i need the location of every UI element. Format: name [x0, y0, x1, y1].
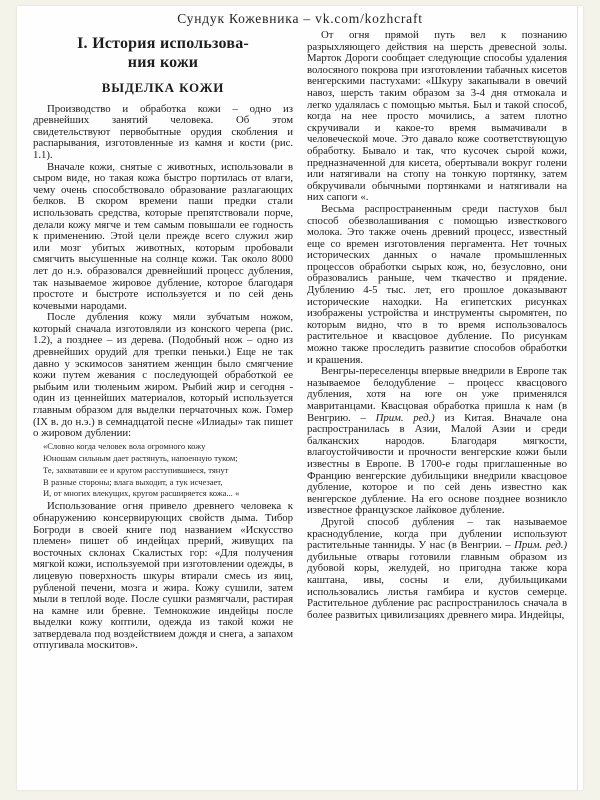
verse-line: И, от многих влекущих, кругом расширяется кожа... «: [43, 488, 240, 499]
paragraph-text: Использование огня привело древнего человека к обнаружению консервирующих свойств дыма. Тибор Богроди в своей книге под названием «Искусство племен» пишет об индейцах прерий, живущих па восточных склонах Скалистых гор: «Для получения мягкой кожи, используемой при изготовлении одежды, в лицевую поверхность шкуры втирали смесь из яиц, рубленой печени, мозга и жира. Кожу сушили, затем мыли в теплой воде. После сушки размягчали, растирая на камне или бревне. Темнокожие индейцы после выделки кожу коптили, одежда из такой кожи не затвердевала под воздействием дождя и снега, а запахом отпугивала москитов».: [33, 500, 293, 652]
verse-line: «Словно когда человек вола огромного кожу: [43, 440, 206, 451]
page-edge-line: [577, 6, 578, 790]
paragraph: [307, 204, 567, 366]
column-right: [307, 30, 567, 652]
chapter-heading-line2: ния кожи: [127, 54, 199, 71]
paragraph: [33, 104, 293, 162]
two-column-layout: [17, 27, 583, 652]
column-left: [33, 30, 293, 652]
verse-quote: [43, 441, 293, 501]
section-heading: ВЫДЕЛКА КОЖИ: [101, 80, 225, 95]
paragraph: [33, 312, 293, 440]
paragraph-text: Весьма распространенным среди пастухов был способ обезволашивания с помощью известкового молока. Это также очень древний процесс, известный еще со времен изготовления пергамента. Нет точных исторических данных о начале промышленных процессов обработки сырых кож, но, безусловно, они образовались раньше, чем ткачество и прядение. Дублению 4-5 тыс. лет, его прошлое доказывают исторические находки. На египетских рисунках изображены устройства и инструменты сыромятен, по которым видно, что в то время использовалось растительное и квасцовое дубление. По рисункам можно также проследить развитие способов обработки и крашения.: [307, 202, 567, 366]
paragraph-text: Венгры-переселенцы впервые внедрили в Европе так называемое белодубление – процесс квасцового дубления, хотя на юге он уже применялся мавританцами. Квасцовая обработка пришла к нам (в Венгрию.: [307, 365, 567, 424]
page-header-title: Сундук Кожевника – vk.com/kozhcraft: [177, 11, 423, 26]
paragraph: [33, 501, 293, 652]
paragraph-text: После дубления кожу мяли зубчатым ножом, который сначала изготовляли из конского черепа (рис. 1.2), а позднее – из дерева. (Подобный нож – одно из древнейших орудий для трепки пеньки.) Еще не так давно у эскимосов занятием женщин было смягчение кожи путем жевания с последующей обработкой ее рыбьим или тюленьим жиром. Рыбий жир и сегодня - один из ценнейших материалов, который используется главным образом для выделки перчаточных кож. Гомер (IX в. до н.э.) в семнадцатой песне «Илиады» так пишет о жировом дублении:: [33, 311, 293, 440]
paragraph: [307, 30, 567, 204]
verse-line: Те, захватавши ее и кругом расступившиеся, тянут: [43, 464, 229, 475]
paragraph-text: из Китая. Вначале она распространилась в Азии, Малой Азии и среди балканских народов. Благодаря мягкости, влагоустойчивости и прочности венгерские кожи были известны в Европе. В 1700-е годы приглашенные во Францию венгерские дубильщики внедрили квасцовое дубление, которое и по сей день известно как венгерское дубление. На его основе позднее возникло известное французское лайковое дубление.: [307, 411, 567, 517]
chapter-heading: [39, 34, 287, 72]
paragraph-text: Другой способ дубления – так называемое краснодубление, когда при дублении используют растительные танниды. У нас (в Венгрии.: [307, 515, 567, 552]
paragraph-text: дубильные отвары готовили главным образом из дубовой коры, желудей, но пригодна также кора каштана, ивы, сосны и ели, дубильщиками использовались листья гамбира и кустов семерце. Растительное дубление рас распространилось сначала в более развитых цивилизациях древнего мира. Индейцы,: [307, 550, 567, 621]
paragraph-text: От огня прямой путь вел к познанию разрыхляющего действия на шерсть древесной золы. Марток Дороги сообщает следующие способы удаления волосяного покрова при изготовлении табачных кисетов венгерскими пастухами: «Шкуру закапывали в овечий навоз, шерсть таким образом за 3-4 дня отмокала и легко удалялась с помощью мытья. Был и такой способ, когда на нее просто мочились, а затем плотно скручивали и какое-то время вымачивали в человеческой моче. Это давало коже соответствующую обработку. Бывало и так, что кусочек сырой кожи, предназначенной для кисета, обертывали вокруг голени или натягивали на стопу на тонкую портянку, затем обкручивали обычными портянками и натягивали на них сапоги «.: [307, 29, 567, 204]
chapter-heading-line1: I. История использова-: [77, 35, 249, 52]
editor-note-text: – Прим. ред.): [360, 411, 435, 424]
verse-line: В разные стороны; влага выходит, а тук исчезает,: [43, 476, 223, 487]
paragraph: [307, 366, 567, 517]
verse-line: Юношам сильным дает растянуть, напоенную туком;: [43, 452, 238, 463]
paragraph: [307, 517, 567, 621]
book-page: [17, 6, 583, 790]
paragraph-text: Вначале кожи, снятые с животных, использовали в сыром виде, но такая кожа быстро портилась от влаги, чему очень способствовало образование разлагающих белков. В скором времени паши предки стали использовать средства, которые препятствовали порче, делали кожу мягче и тем самым повышали ее годность к применению. Этой цели прежде всего служил жир или мозг убитых животных, которым пробовали смягчить высушенные на солнце кожи. Так около 8000 лет до н.э. образовался древнейший процесс дубления, так называемое жировое дубление, которое благодаря простоте и быстроте используется и по сей день кочевыми народами.: [33, 160, 293, 312]
paragraph: [33, 162, 293, 313]
paragraph-text: Производство и обработка кожи – одно из древнейших занятий человека. Об этом свидетельствуют первобытные орудия скобления и распарывания, изготовленные из камня и кости (рис. 1.1).: [33, 102, 293, 161]
editor-note-text: – Прим. ред.): [505, 539, 567, 552]
